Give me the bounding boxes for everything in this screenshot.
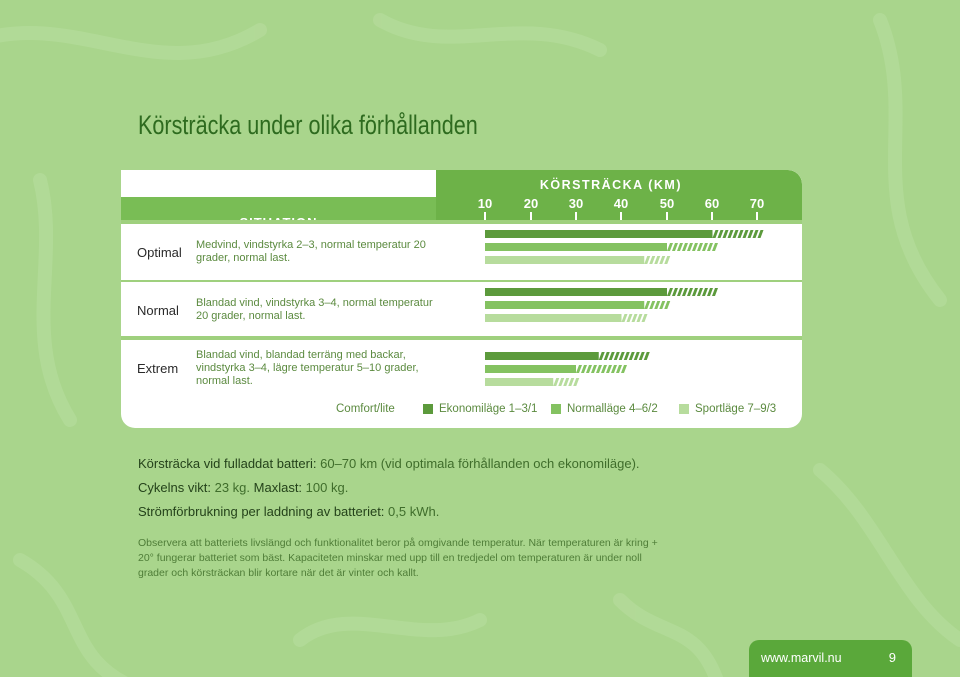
hatch-stripe — [627, 314, 633, 322]
hatch-stripe — [649, 256, 655, 264]
hatch-stripe — [667, 288, 673, 296]
tick-label: 10 — [477, 196, 493, 211]
legend-swatch-icon — [551, 404, 561, 414]
row-label: Normal — [137, 302, 179, 318]
range-table — [121, 170, 802, 428]
tick-mark — [484, 212, 486, 220]
hatch-stripe — [758, 230, 764, 238]
tick-mark — [620, 212, 622, 220]
range-bar-solid — [485, 230, 713, 238]
hatch-stripe — [609, 352, 615, 360]
fact-consumption — [138, 504, 838, 519]
hatch-stripe — [702, 288, 708, 296]
range-bar-hatched — [599, 352, 650, 360]
row-extrem — [121, 340, 802, 396]
hatch-stripe — [687, 288, 693, 296]
range-bar-hatched — [667, 288, 718, 296]
page-title: Körsträcka under olika förhållanden — [138, 110, 478, 140]
tick-mark — [575, 212, 577, 220]
tick-label: 40 — [613, 196, 629, 211]
tick-label: 20 — [523, 196, 539, 211]
hatch-stripe — [616, 365, 622, 373]
hatch-stripe — [677, 288, 683, 296]
hatch-stripe — [637, 314, 643, 322]
hatch-stripe — [573, 378, 579, 386]
fact-label: Körsträcka vid fulladdat batteri: — [138, 456, 317, 471]
hatch-stripe — [622, 314, 628, 322]
range-bar-solid — [485, 243, 667, 251]
hatch-stripe — [614, 352, 620, 360]
tick-label: 70 — [749, 196, 765, 211]
hatch-stripe — [677, 243, 683, 251]
hatch-stripe — [707, 288, 713, 296]
legend-item-sport — [679, 403, 776, 415]
hatch-stripe — [723, 230, 729, 238]
row-description: Medvind, vindstyrka 2–3, normal temperatur 20 grader, normal last. — [196, 239, 426, 264]
tick-mark — [756, 212, 758, 220]
footer-tab — [749, 640, 912, 677]
range-bar-solid — [485, 288, 667, 296]
legend-label: Normalläge 4–6/2 — [567, 403, 658, 415]
hatch-stripe — [644, 256, 650, 264]
hatch-stripe — [639, 352, 645, 360]
legend-swatch-icon — [679, 404, 689, 414]
hatch-stripe — [692, 288, 698, 296]
hatch-stripe — [644, 301, 650, 309]
hatch-stripe — [712, 243, 718, 251]
tick-mark — [530, 212, 532, 220]
range-bar-hatched — [644, 301, 670, 309]
tick-label: 50 — [659, 196, 675, 211]
range-bar-hatched — [644, 256, 670, 264]
range-bar-solid — [485, 314, 622, 322]
hatch-stripe — [586, 365, 592, 373]
range-bar-hatched — [667, 243, 718, 251]
hatch-stripe — [667, 243, 673, 251]
hatch-stripe — [604, 352, 610, 360]
hatch-stripe — [753, 230, 759, 238]
hatch-stripe — [697, 243, 703, 251]
hatch-stripe — [743, 230, 749, 238]
hatch-stripe — [659, 256, 665, 264]
hatch-stripe — [713, 230, 719, 238]
hatch-stripe — [748, 230, 754, 238]
tick-label: 60 — [704, 196, 720, 211]
fact-weight — [138, 480, 838, 495]
range-bar-solid — [485, 352, 599, 360]
legend-swatch-icon — [423, 404, 433, 414]
hatch-stripe — [632, 314, 638, 322]
battery-note: Observera att batteriets livslängd och funktionalitet beror på omgivande temperatur. När temperaturen är kring + 20° fungerar batteriet som bäst. Kapaciteten minskar med upp till en tredjedel om temperaturen är under noll grader och körsträckan blir kortare när det är vinter och kallt. — [138, 537, 658, 579]
row-bars — [121, 224, 802, 280]
range-bar-hatched — [622, 314, 648, 322]
hatch-stripe — [599, 352, 605, 360]
fact-value: 0,5 kWh. — [388, 504, 440, 519]
row-bars — [121, 282, 802, 338]
legend-item-normal — [551, 403, 658, 415]
hatch-stripe — [619, 352, 625, 360]
legend-comfort-label: Comfort/lite — [336, 403, 395, 415]
hatch-stripe — [634, 352, 640, 360]
row-label: Optimal — [137, 244, 182, 260]
legend-label: Ekonomiläge 1–3/1 — [439, 403, 538, 415]
fact-value: 23 kg. — [214, 480, 251, 495]
km-header — [436, 170, 802, 220]
hatch-stripe — [629, 352, 635, 360]
fact-range — [138, 456, 838, 471]
tick-mark — [711, 212, 713, 220]
range-bar-solid — [485, 301, 644, 309]
range-bar-solid — [485, 256, 644, 264]
hatch-stripe — [664, 301, 670, 309]
website-link[interactable]: www.marvil.nu — [761, 651, 842, 665]
row-bars — [121, 340, 802, 396]
hatch-stripe — [672, 243, 678, 251]
row-description: Blandad vind, vindstyrka 3–4, normal temperatur 20 grader, normal last. — [196, 297, 433, 322]
hatch-stripe — [718, 230, 724, 238]
hatch-stripe — [712, 288, 718, 296]
fact-value: 60–70 km (vid optimala förhållanden och ekonomiläge). — [320, 456, 640, 471]
hatch-stripe — [702, 243, 708, 251]
hatch-stripe — [728, 230, 734, 238]
hatch-stripe — [733, 230, 739, 238]
range-bar-hatched — [553, 378, 579, 386]
hatch-stripe — [558, 378, 564, 386]
facts — [138, 456, 838, 528]
legend-item-eco — [423, 403, 537, 415]
hatch-stripe — [606, 365, 612, 373]
fact-label: Maxlast: — [253, 480, 303, 495]
hatch-stripe — [682, 243, 688, 251]
hatch-stripe — [692, 243, 698, 251]
legend — [121, 396, 802, 424]
hatch-stripe — [672, 288, 678, 296]
hatch-stripe — [664, 256, 670, 264]
tick-mark — [666, 212, 668, 220]
hatch-stripe — [563, 378, 569, 386]
fact-value: 100 kg. — [305, 480, 349, 495]
row-optimal — [121, 224, 802, 280]
hatch-stripe — [687, 243, 693, 251]
range-bar-hatched — [576, 365, 627, 373]
hatch-stripe — [576, 365, 582, 373]
row-label: Extrem — [137, 360, 179, 376]
tick-label: 30 — [568, 196, 584, 211]
hatch-stripe — [596, 365, 602, 373]
hatch-stripe — [553, 378, 559, 386]
range-bar-solid — [485, 365, 576, 373]
hatch-stripe — [624, 352, 630, 360]
row-description: Blandad vind, blandad terräng med backar, vindstyrka 3–4, lägre temperatur 5–10 grader, normal last. — [196, 348, 419, 387]
hatch-stripe — [601, 365, 607, 373]
hatch-stripe — [642, 314, 648, 322]
hatch-stripe — [568, 378, 574, 386]
hatch-stripe — [591, 365, 597, 373]
fact-label: Strömförbrukning per laddning av batteriet: — [138, 504, 385, 519]
fact-label: Cykelns vikt: — [138, 480, 211, 495]
range-bar-hatched — [713, 230, 764, 238]
km-header-title: KÖRSTRÄCKA (KM) — [539, 178, 682, 192]
hatch-stripe — [654, 301, 660, 309]
range-bar-solid — [485, 378, 553, 386]
hatch-stripe — [738, 230, 744, 238]
hatch-stripe — [581, 365, 587, 373]
hatch-stripe — [659, 301, 665, 309]
hatch-stripe — [707, 243, 713, 251]
hatch-stripe — [621, 365, 627, 373]
legend-label: Sportläge 7–9/3 — [695, 403, 777, 415]
hatch-stripe — [654, 256, 660, 264]
hatch-stripe — [649, 301, 655, 309]
hatch-stripe — [611, 365, 617, 373]
legend-comfort — [336, 403, 395, 415]
hatch-stripe — [644, 352, 650, 360]
hatch-stripe — [697, 288, 703, 296]
row-normal — [121, 282, 802, 338]
page-number: 9 — [888, 650, 896, 665]
hatch-stripe — [682, 288, 688, 296]
